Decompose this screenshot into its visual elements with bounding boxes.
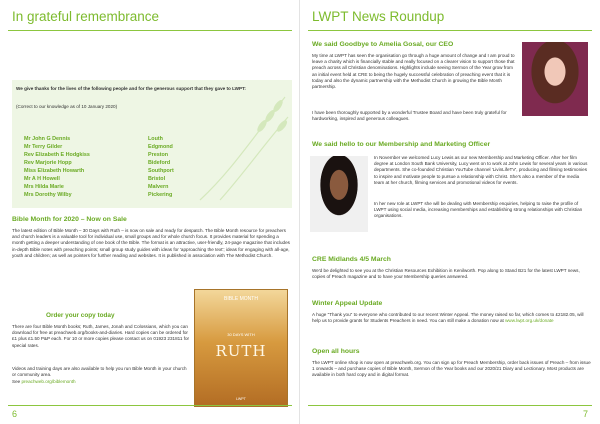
person-name: Miss Elizabeth Howarth	[24, 168, 85, 174]
person-name: Mrs Hilda Marie	[24, 184, 64, 190]
person-name: Mrs Dorothy Wilby	[24, 192, 72, 198]
see-label: See	[12, 379, 21, 384]
amelia-photo	[522, 42, 588, 116]
hello-text-2: In her new role at LWPT she will be dealing with Membership enquiries, helping to raise the profile of LWPT using social media, increasing memberships and establishing strong relationships with Christian organisations.	[374, 201, 583, 219]
person-name: Rev Marjorie Hopp	[24, 160, 72, 166]
appeal-text	[312, 312, 592, 324]
divider	[308, 405, 592, 406]
person-place: Edgmond	[148, 144, 173, 150]
person-name: Mr A H Howell	[24, 176, 60, 182]
page-title: LWPT News Roundup	[312, 9, 445, 24]
open-heading: Open all hours	[312, 348, 360, 355]
lucy-photo	[310, 156, 368, 232]
hello-heading: We said hello to our Membership and Marketing Officer	[312, 141, 491, 148]
person-place: Pickering	[148, 192, 173, 198]
ruth-book-cover	[194, 289, 288, 407]
person-name: Rev Elizabeth E Hodgkiss	[24, 152, 90, 158]
page-title: In grateful remembrance	[12, 9, 160, 24]
donate-link[interactable]: www.lwpt.org.uk/donate	[505, 318, 554, 324]
biblemonth-link[interactable]: preachweb.org/biblemonth	[21, 379, 76, 384]
page-number: 7	[582, 409, 588, 419]
divider	[8, 405, 292, 406]
appeal-body: A huge "Thank you" to everyone who contributed to our recent Winter Appeal. The money raised so far, which comes to £2182.05, will help us to provide grants for Students Preachers in need. You can still make a donation now at	[312, 312, 584, 324]
videos-text: Videos and training days are also available to help you run Bible Month in your church or community area.	[12, 366, 187, 378]
goodbye-text: My time at LWPT has seen the organisation go through a huge amount of change and I am proud to leave a charity which is financially stable and really focused on a clearer vision to support those that preach across all Christian denominations. Highlights include seeing Sermon of the Year grow from an initial event held at CRE to being the hugely successful celebration of preaching event that it is today and also the dynamic partnership with the Methodist Church in growing the Bible Month partnership.	[312, 53, 515, 90]
person-place: Bristol	[148, 176, 166, 182]
appeal-heading: Winter Appeal Update	[312, 300, 383, 307]
open-text: The LWPT online shop is now open at preachweb.org. You can sign up for Preach Membership, order back issues of Preach – from issue 1 onwards – and purchase copies of Bible Month, Sermon of the Year books and our 2020/21 Diary and Lectionary. Most products are available in both hard copy and in digital format.	[312, 360, 591, 378]
order-heading: Order your copy today	[46, 312, 115, 319]
divider	[308, 30, 592, 31]
person-name: Mr Terry Gilder	[24, 144, 63, 150]
person-place: Southport	[148, 168, 174, 174]
hello-text: In November we welcomed Lucy Lewis as our new Membership and Marketing Officer. After her film degree at London South Bank University, Lucy went on to work at John Lewis for several years in various departments. She co-founded Christian YouTube channel 'LivinLifeTV', producing and filming testimonies to inspire and motivate people to pursue a relationship with Christ. She's also a member of the media team at her church, filming services and promotional videos for events.	[374, 155, 588, 185]
goodbye-text-2: I have been thoroughly supported by a wonderful Trustee Board and have been truly grateful for hardworking, inspired and generous colleagues.	[312, 110, 507, 122]
page-number: 6	[12, 409, 18, 419]
cre-text: We'd be delighted to see you at the Christian Resources Exhibition in Kenilworth. Pop along to Stand B21 for the latest LWPT news, copies of Preach magazine and to have your Membership queries answered.	[312, 268, 580, 280]
book-logo: BIBLE MONTH	[224, 296, 258, 302]
note-text: (Correct to our knowledge as of 10 January 2020)	[16, 104, 118, 109]
goodbye-heading: We said Goodbye to Amelia Gosal, our CEO	[312, 41, 454, 48]
cre-heading: CRE Midlands 4/5 March	[312, 256, 391, 263]
person-place: Preston	[148, 152, 169, 158]
person-place: Bideford	[148, 160, 171, 166]
order-text: There are four Bible Month books; Ruth, James, Jonah and Colossians, which you can download for free at preachweb.org/books-and-diaries. Hard copies can be ordered for £1 plus £1.50 P&P each. For 10 or more copies please contact us on 01923 231811 for special rates.	[12, 324, 190, 348]
bible-month-text: The latest edition of Bible Month – 30 Days with Ruth – is now on sale and ready for despatch. The Bible Month resource for preachers and church leaders is a valuable tool for individual use, small groups and for whole church focus. It provides material for spending a month getting a deeper understanding of one book of the Bible. The format is an attractive, user-friendly, 24-page magazine that includes in-depth Bible notes with preaching points; small group study guides with ideas for 'approaching the text'; ideas for engaging with all-age, youth and children; as well as pointers for further reading and websites. It is published in association with The Methodist Church.	[12, 228, 290, 258]
person-place: Louth	[148, 136, 163, 142]
book-title: RUTH	[215, 342, 267, 360]
places-list	[148, 135, 174, 199]
book-subtitle: 30 DAYS WITH	[227, 332, 255, 337]
bible-month-heading: Bible Month for 2020 – Now on Sale	[12, 216, 127, 223]
right-page	[300, 0, 600, 424]
person-name: Mr John G Dennis	[24, 136, 71, 142]
person-place: Malvern	[148, 184, 169, 190]
see-line	[12, 379, 190, 385]
names-list	[24, 135, 90, 199]
divider	[8, 30, 292, 31]
book-footer: LWPT	[236, 397, 246, 401]
intro-text: We give thanks for the lives of the following people and for the generous support that they gave to LWPT:	[16, 86, 246, 91]
